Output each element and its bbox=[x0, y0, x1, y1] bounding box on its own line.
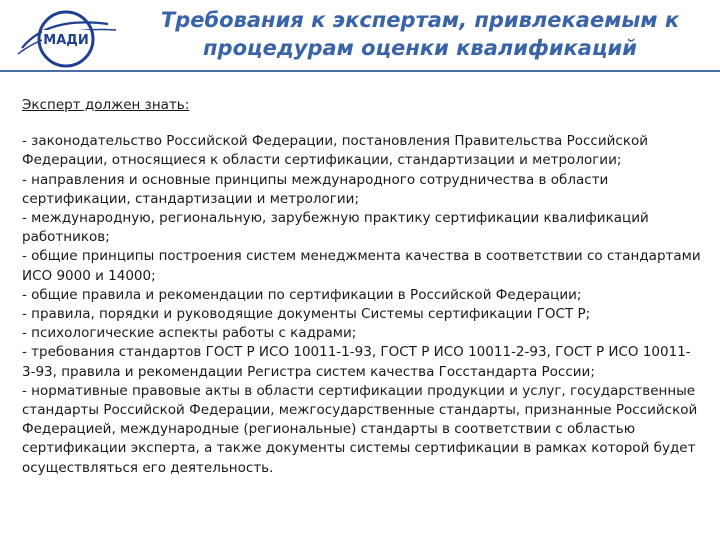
madi-logo-icon bbox=[8, 8, 124, 70]
header-divider bbox=[0, 70, 720, 72]
page-title bbox=[128, 6, 712, 62]
list-item: - требования стандартов ГОСТ Р ИСО 10011-1-93, ГОСТ Р ИСО 10011-2-93, ГОСТ Р ИСО 10011-3-93, правила и рекомендации Регистра систем качества Госстандарта России; bbox=[22, 344, 691, 380]
list-item: - психологические аспекты работы с кадрами; bbox=[22, 325, 357, 342]
list-item: - общие принципы построения систем менеджмента качества в соответствии со стандартами ИСО 9000 и 14000; bbox=[22, 248, 701, 284]
list-item: - законодательство Российской Федерации, постановления Правительства Российской Федерации, относящиеся к области сертификации, стандартизации и метрологии; bbox=[22, 133, 649, 169]
list-item: - направления и основные принципы международного сотрудничества в области сертификации, стандартизации и метрологии; bbox=[22, 171, 609, 207]
logo-text: МАДИ bbox=[43, 33, 89, 48]
list-item: - международную, региональную, зарубежную практику сертификации квалификаций работников; bbox=[22, 210, 649, 246]
requirements-list bbox=[22, 132, 702, 478]
list-item: - правила, порядки и руководящие документы Системы сертификации ГОСТ Р; bbox=[22, 306, 591, 323]
title-line-2: процедурам оценки квалификаций bbox=[203, 36, 637, 60]
list-item: - нормативные правовые акты в области сертификации продукции и услуг, государственные стандарты Российской Федерации, межгосударственные стандарты, признанные Российской Федерацией, международные (региональные) стандарты в соответствии с областью сертификации эксперта, а также документы системы сертификации в рамках которой будет осуществляться его деятельность. bbox=[22, 382, 698, 476]
subheading: Эксперт должен знать: bbox=[22, 97, 190, 113]
title-line-1: Требования к экспертам, привлекаемым к bbox=[160, 8, 680, 32]
list-item: - общие правила и рекомендации по сертификации в Российской Федерации; bbox=[22, 286, 582, 303]
content-body bbox=[22, 96, 702, 478]
